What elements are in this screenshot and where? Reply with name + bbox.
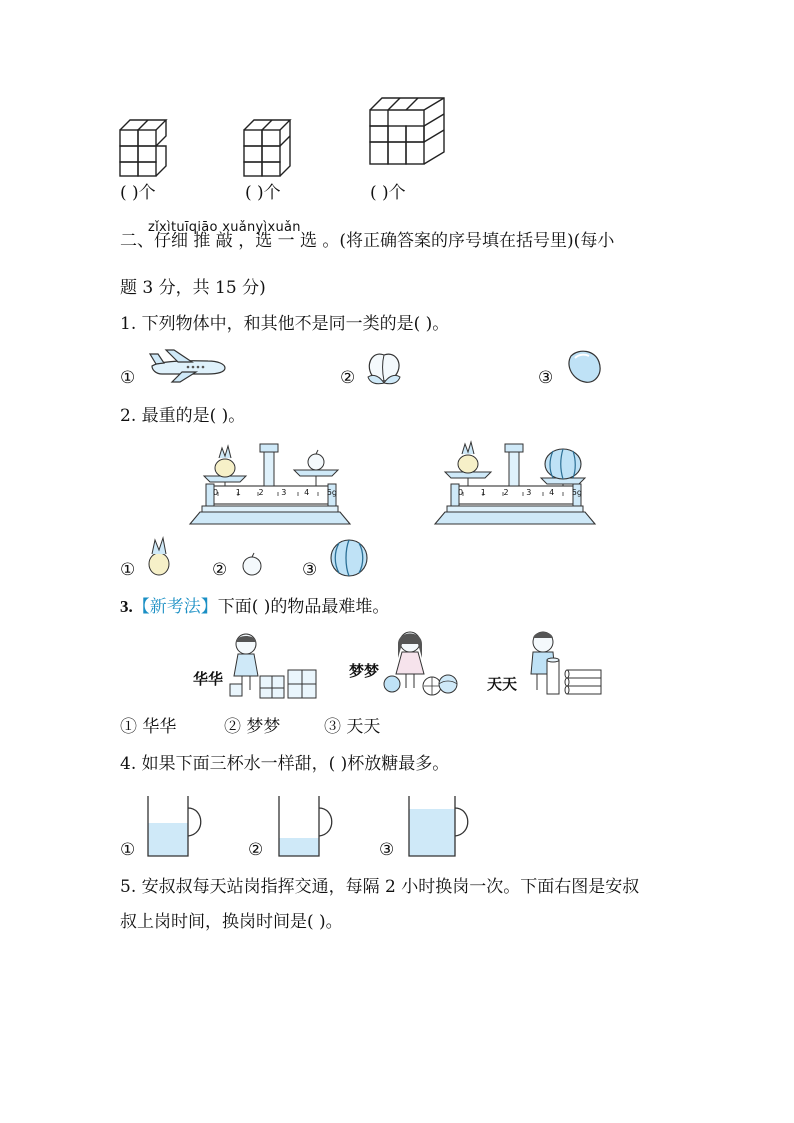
cup-2-water bbox=[279, 838, 319, 856]
q3-stem: 下面( )的物品最难堆。 bbox=[217, 597, 390, 617]
scale-2-tick-0: 0 bbox=[458, 488, 464, 497]
scale-1-tick-2: 2 bbox=[258, 488, 264, 497]
scale-1-tick-3: 3 bbox=[281, 488, 287, 497]
mango-icon bbox=[563, 346, 603, 386]
kid-label-huahua: 华华 bbox=[193, 670, 224, 688]
scale-2-tick-2: 2 bbox=[503, 488, 509, 497]
q2-option-3[interactable]: ③ bbox=[302, 560, 318, 580]
q3-option-1[interactable]: ① 华华 bbox=[120, 717, 177, 737]
watermelon-icon bbox=[329, 538, 369, 578]
cube-figure-3 bbox=[368, 96, 448, 168]
q3-number: 3. bbox=[120, 597, 133, 616]
q4-option-1[interactable]: ① bbox=[120, 840, 136, 860]
q1-option-1[interactable]: ① bbox=[120, 368, 136, 388]
girl-with-balls-illustration bbox=[384, 630, 464, 698]
boy-with-cylinders-illustration bbox=[527, 630, 605, 698]
scale-1-tick-5: 5g bbox=[326, 488, 337, 497]
q3-stem-line bbox=[120, 598, 389, 616]
q2-stem: 2. 最重的是( )。 bbox=[120, 406, 246, 426]
q1-option-3[interactable]: ③ bbox=[538, 368, 554, 388]
q4-option-3[interactable]: ③ bbox=[379, 840, 395, 860]
cup-1 bbox=[146, 794, 210, 858]
q2-option-2[interactable]: ② bbox=[212, 560, 228, 580]
peach-icon bbox=[364, 349, 404, 387]
q5-line-2: 叔上岗时间，换岗时间是( )。 bbox=[120, 912, 343, 932]
airplane-icon bbox=[148, 348, 228, 384]
scale-2-tick-1: 1 bbox=[480, 488, 486, 497]
cup-3 bbox=[407, 794, 477, 858]
q4-stem: 4. 如果下面三杯水一样甜，( )杯放糖最多。 bbox=[120, 754, 450, 774]
q5-line-1: 5. 安叔叔每天站岗指挥交通，每隔 2 小时换岗一次。下面右图是安叔 bbox=[120, 877, 640, 897]
section2-heading-line2: 题 3 分，共 15 分) bbox=[120, 278, 266, 298]
cube-figure-1 bbox=[118, 118, 178, 178]
cube-count-blank-3[interactable]: ( )个 bbox=[370, 183, 406, 203]
cup-1-water bbox=[148, 823, 188, 856]
q1-stem: 1. 下列物体中，和其他不是同一类的是( )。 bbox=[120, 314, 450, 334]
scale-2-ticks bbox=[458, 488, 582, 497]
q3-option-3[interactable]: ③ 天天 bbox=[324, 717, 381, 737]
cube-figure-2 bbox=[242, 118, 302, 178]
balance-scale-2 bbox=[433, 436, 598, 526]
cube-count-blank-2[interactable]: ( )个 bbox=[245, 183, 281, 203]
scale-1-tick-4: 4 bbox=[304, 488, 310, 497]
scale-1-ticks bbox=[213, 488, 337, 497]
cup-2 bbox=[277, 794, 341, 858]
scale-1-tick-0: 0 bbox=[213, 488, 219, 497]
cube-count-blank-1[interactable]: ( )个 bbox=[120, 183, 156, 203]
kid-label-tiantian: 天天 bbox=[487, 675, 518, 693]
pineapple-icon bbox=[146, 536, 172, 576]
q4-option-2[interactable]: ② bbox=[248, 840, 264, 860]
q1-option-2[interactable]: ② bbox=[340, 368, 356, 388]
balance-scale-1 bbox=[188, 436, 353, 526]
apple-icon bbox=[240, 552, 264, 576]
q2-option-1[interactable]: ① bbox=[120, 560, 136, 580]
girl-with-blocks-illustration bbox=[230, 632, 322, 700]
cup-3-water bbox=[409, 809, 455, 856]
q3-option-2[interactable]: ② 梦梦 bbox=[224, 717, 281, 737]
section2-heading-line1: 二、仔细 推 敲 ，选 一 选 。(将正确答案的序号填在括号里)(每小 bbox=[120, 231, 615, 251]
scale-1-tick-1: 1 bbox=[235, 488, 241, 497]
scale-2-tick-4: 4 bbox=[549, 488, 555, 497]
q3-new-method-tag: 【新考法】 bbox=[132, 597, 218, 617]
scale-2-tick-3: 3 bbox=[526, 488, 532, 497]
kid-label-mengmeng: 梦梦 bbox=[349, 662, 380, 680]
scale-2-tick-5: 5g bbox=[571, 488, 582, 497]
section2-pinyin: zǐxìtuīqiāo xuǎnyìxuǎn bbox=[148, 220, 301, 235]
